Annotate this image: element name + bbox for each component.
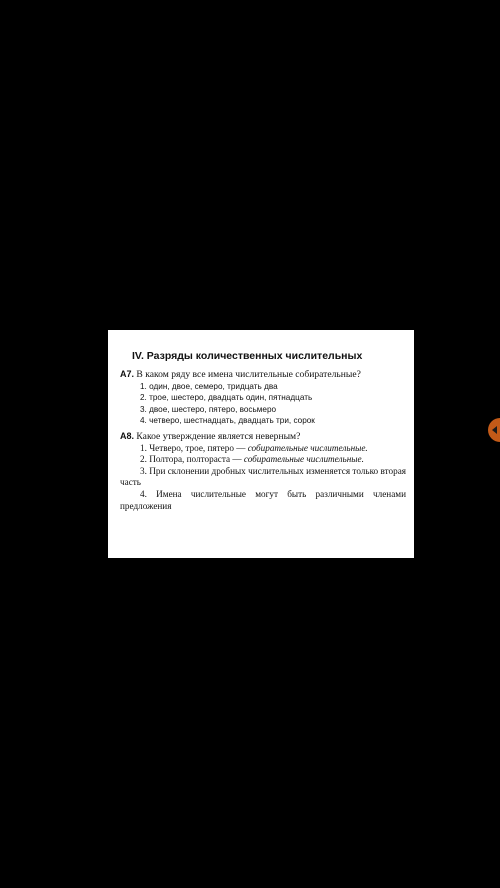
- option-italic-text: собирательные числительные.: [243, 454, 364, 465]
- question-a8: [120, 431, 408, 443]
- next-page-button[interactable]: [488, 418, 500, 442]
- answer-option: 4. Имена числительные могут быть различными членами предложения: [120, 488, 406, 511]
- question-number: А8.: [120, 430, 135, 441]
- answer-option: [120, 454, 408, 466]
- option-italic-text: собирательные числительные.: [247, 442, 368, 453]
- answer-option: 3. При склонении дробных числительных изменяется только вторая часть: [120, 465, 406, 488]
- answer-option: 3. двое, шестеро, пятеро, восьмеро: [140, 404, 277, 414]
- question-text: Какое утверждение является неверным?: [134, 430, 301, 442]
- section-heading: IV. Разряды количественных числительных: [132, 350, 363, 362]
- question-a7: [120, 369, 408, 381]
- chevron-left-icon: [492, 426, 497, 434]
- answer-option: [120, 443, 408, 455]
- option-text: 2. Полтора, полтораста —: [140, 454, 244, 465]
- answer-option: 1. один, двое, семеро, тридцать два: [140, 381, 278, 391]
- answer-option: 4. четверо, шестнадцать, двадцать три, сорок: [140, 416, 315, 426]
- question-number: А7.: [120, 369, 135, 379]
- option-text: 1. Четверо, трое, пятеро —: [140, 442, 248, 453]
- question-text: В каком ряду все имена числительные собирательные?: [134, 369, 361, 380]
- answer-option: 2. трое, шестеро, двадцать один, пятнадцать: [140, 393, 313, 403]
- document-page: [108, 330, 414, 558]
